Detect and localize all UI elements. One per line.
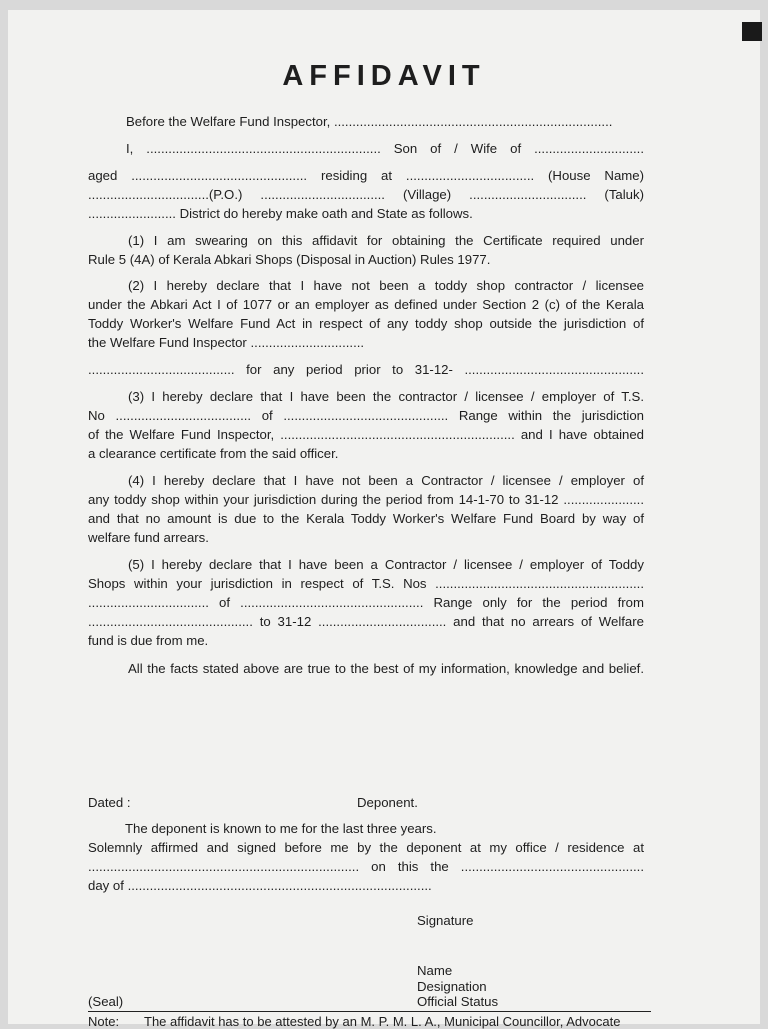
attest-line-4: day of ................................................................................... (88, 878, 432, 893)
clause-5-line-1: (5) I hereby declare that I have been a Contractor / licensee / employer of Toddy (128, 557, 644, 572)
affidavit-page (8, 10, 760, 1029)
footnote (88, 1011, 651, 1029)
deponent-label: Deponent. (357, 795, 418, 810)
clause-4-line-4: welfare fund arrears. (88, 530, 209, 545)
clause-1-line-2: Rule 5 (4A) of Kerala Abkari Shops (Disposal in Auction) Rules 1977. (88, 252, 491, 267)
addressee-line: Before the Welfare Fund Inspector, ............................................................................ (126, 114, 613, 129)
signature-label: Signature (417, 913, 474, 928)
note-label: Note: (88, 1014, 120, 1029)
clause-1-line-1: (1) I am swearing on this affidavit for obtaining the Certificate required under (128, 233, 644, 248)
age-residence-line: aged ................................................ residing at ................................... (House Name) (88, 168, 644, 183)
clause-3-line-4: a clearance certificate from the said officer. (88, 446, 339, 461)
clause-3-line-2: No ..................................... of ............................................. Range within the jurisdiction (88, 408, 644, 423)
clause-5-line-2: Shops within your jurisdiction in respect of T.S. Nos ......................................................... (88, 576, 644, 591)
clause-2-line-5: ........................................ for any period prior to 31-12- ................................................. (88, 362, 644, 377)
attest-line-1: The deponent is known to me for the last three years. (125, 821, 437, 836)
clause-2-line-1: (2) I hereby declare that I have not been a toddy shop contractor / licensee (128, 278, 644, 293)
clause-3-line-3: of the Welfare Fund Inspector, ................................................................ and I have obtained (88, 427, 644, 442)
corner-scan-mark (742, 22, 762, 41)
clause-5-line-4: ............................................. to 31-12 ................................... and that no arrears of Welfare (88, 614, 644, 629)
seal-label: (Seal) (88, 994, 124, 1009)
clause-3-line-1: (3) I hereby declare that I have been the contractor / licensee / employer of T.S. (128, 389, 644, 404)
clause-4-line-1: (4) I hereby declare that I have not been a Contractor / licensee / employer of (128, 473, 644, 488)
designation-label: Designation (417, 979, 487, 994)
attest-line-3: .......................................................................... on this the .................................................. (88, 859, 644, 874)
document-title: AFFIDAVIT (282, 60, 486, 92)
address-line: .................................(P.O.) .................................. (Village) ................................ (Taluk) (88, 187, 644, 202)
clause-2-line-2: under the Abkari Act I of 1077 or an employer as defined under Section 2 (c) of the Kerala (88, 297, 644, 312)
district-oath-line: ........................ District do hereby make oath and State as follows. (88, 206, 473, 221)
clause-2-line-3: Toddy Worker's Welfare Fund Act in respect of any toddy shop outside the jurisdiction of (88, 316, 644, 331)
dated-label: Dated : (88, 795, 131, 810)
clause-5-line-3: ................................. of .................................................. Range only for the period from (88, 595, 644, 610)
official-status-label: Official Status (417, 994, 499, 1009)
attest-line-2: Solemnly affirmed and signed before me by the deponent at my office / residence at (88, 840, 644, 855)
clause-4-line-3: and that no amount is due to the Kerala Toddy Worker's Welfare Fund Board by way of (88, 511, 644, 526)
clause-5-line-5: fund is due from me. (88, 633, 209, 648)
note-text: The affidavit has to be attested by an M. P. M. L. A., Municipal Councillor, Advocate (144, 1014, 621, 1029)
truth-statement: All the facts stated above are true to the best of my information, knowledge and belief. (128, 661, 644, 676)
name-label: Name (417, 963, 453, 978)
name-line: I, ................................................................ Son of / Wife of .............................. (126, 141, 644, 156)
clause-2-line-4: the Welfare Fund Inspector ............................... (88, 335, 365, 350)
clause-4-line-2: any toddy shop within your jurisdiction during the period from 14-1-70 to 31-12 ...................... (88, 492, 644, 507)
